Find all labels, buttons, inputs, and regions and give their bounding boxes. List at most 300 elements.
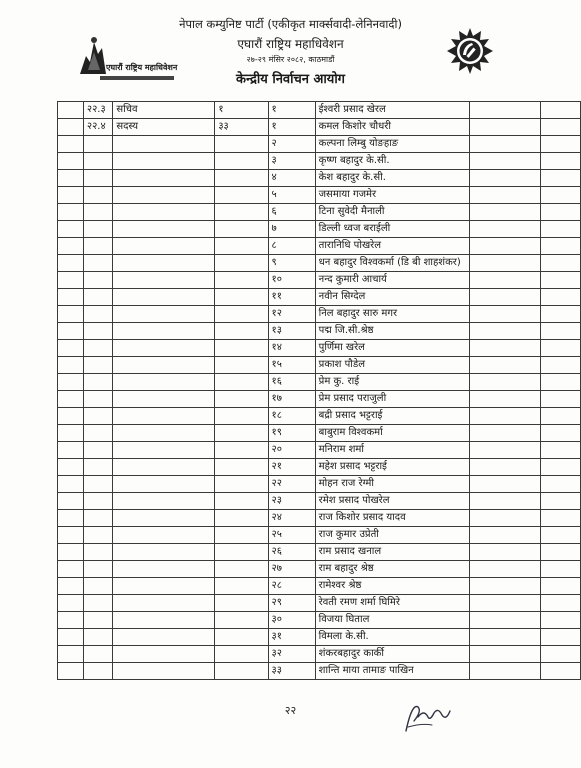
row-blank-cell <box>541 578 581 595</box>
row-code-cell <box>83 527 112 544</box>
table-row <box>58 578 581 595</box>
row-blank-cell <box>58 119 84 136</box>
row-role-cell <box>113 170 215 187</box>
row-number-cell: २९ <box>268 595 315 612</box>
row-name-cell: जसमाया गजमेर <box>315 187 469 204</box>
row-name-cell: ईश्वरी प्रसाद खेरल <box>315 102 469 119</box>
row-blank-cell <box>541 221 581 238</box>
row-blank-cell <box>541 629 581 646</box>
candidate-table-body <box>58 102 581 680</box>
row-quota-cell <box>215 306 268 323</box>
row-blank-cell <box>541 153 581 170</box>
row-name-cell: नन्द कुमारी आचार्य <box>315 272 469 289</box>
row-number-cell: २१ <box>268 459 315 476</box>
row-blank-cell <box>58 544 84 561</box>
row-blank-cell <box>58 595 84 612</box>
row-code-cell <box>83 255 112 272</box>
row-blank-cell <box>469 510 540 527</box>
row-quota-cell <box>215 493 268 510</box>
row-role-cell <box>113 510 215 527</box>
row-code-cell <box>83 442 112 459</box>
row-role-cell <box>113 595 215 612</box>
row-quota-cell <box>215 255 268 272</box>
row-number-cell: २४ <box>268 510 315 527</box>
party-seal-icon <box>446 27 494 75</box>
row-quota-cell <box>215 221 268 238</box>
row-blank-cell <box>469 238 540 255</box>
row-role-cell <box>113 136 215 153</box>
row-blank-cell <box>58 527 84 544</box>
row-role-cell <box>113 663 215 680</box>
row-name-cell: प्रकाश पौडेल <box>315 357 469 374</box>
row-blank-cell <box>541 187 581 204</box>
row-quota-cell <box>215 612 268 629</box>
row-quota-cell <box>215 340 268 357</box>
row-role-cell <box>113 153 215 170</box>
row-code-cell <box>83 663 112 680</box>
row-blank-cell <box>58 442 84 459</box>
row-blank-cell <box>469 187 540 204</box>
row-code-cell <box>83 646 112 663</box>
table-row <box>58 255 581 272</box>
row-name-cell: डिल्ली ध्वज बराईली <box>315 221 469 238</box>
row-quota-cell <box>215 476 268 493</box>
row-name-cell: तारानिधि पोखरेल <box>315 238 469 255</box>
row-blank-cell <box>469 425 540 442</box>
table-row <box>58 391 581 408</box>
row-number-cell: १५ <box>268 357 315 374</box>
row-blank-cell <box>469 153 540 170</box>
row-name-cell: रामेश्वर श्रेष्ठ <box>315 578 469 595</box>
table-row <box>58 289 581 306</box>
row-number-cell: ९ <box>268 255 315 272</box>
table-row <box>58 170 581 187</box>
row-blank-cell <box>58 612 84 629</box>
row-name-cell: बाबुराम विश्वकर्मा <box>315 425 469 442</box>
row-blank-cell <box>541 306 581 323</box>
row-role-cell <box>113 340 215 357</box>
row-blank-cell <box>541 374 581 391</box>
row-role-cell <box>113 527 215 544</box>
row-blank-cell <box>469 289 540 306</box>
row-quota-cell <box>215 153 268 170</box>
table-row <box>58 442 581 459</box>
row-blank-cell <box>58 136 84 153</box>
row-blank-cell <box>58 459 84 476</box>
row-name-cell: बद्री प्रसाद भट्टराई <box>315 408 469 425</box>
row-code-cell <box>83 459 112 476</box>
row-quota-cell <box>215 595 268 612</box>
row-role-cell <box>113 357 215 374</box>
row-blank-cell <box>469 595 540 612</box>
row-blank-cell <box>469 119 540 136</box>
row-code-cell <box>83 408 112 425</box>
row-code-cell: २२.३ <box>83 102 112 119</box>
row-blank-cell <box>541 476 581 493</box>
row-name-cell: विमला के.सी. <box>315 629 469 646</box>
row-role-cell <box>113 459 215 476</box>
row-role-cell <box>113 221 215 238</box>
row-number-cell: १८ <box>268 408 315 425</box>
table-row <box>58 544 581 561</box>
row-blank-cell <box>469 136 540 153</box>
row-blank-cell <box>541 170 581 187</box>
row-name-cell: राज कुमार उप्रेती <box>315 527 469 544</box>
row-role-cell <box>113 561 215 578</box>
row-role-cell <box>113 646 215 663</box>
row-blank-cell <box>58 663 84 680</box>
row-code-cell <box>83 272 112 289</box>
row-number-cell: ५ <box>268 187 315 204</box>
row-number-cell: १९ <box>268 425 315 442</box>
table-row <box>58 612 581 629</box>
row-quota-cell <box>215 170 268 187</box>
row-blank-cell <box>541 136 581 153</box>
row-blank-cell <box>541 272 581 289</box>
row-role-cell <box>113 323 215 340</box>
row-role-cell <box>113 442 215 459</box>
row-blank-cell <box>541 459 581 476</box>
row-blank-cell <box>58 272 84 289</box>
row-number-cell: ४ <box>268 170 315 187</box>
row-name-cell: नवीन सिग्देल <box>315 289 469 306</box>
row-blank-cell <box>58 493 84 510</box>
row-blank-cell <box>469 493 540 510</box>
row-name-cell: शंकरबहादुर कार्की <box>315 646 469 663</box>
row-blank-cell <box>541 561 581 578</box>
row-quota-cell: १ <box>215 102 268 119</box>
row-blank-cell <box>469 646 540 663</box>
row-blank-cell <box>541 510 581 527</box>
row-role-cell <box>113 204 215 221</box>
row-blank-cell <box>469 527 540 544</box>
row-number-cell: १४ <box>268 340 315 357</box>
row-number-cell: ६ <box>268 204 315 221</box>
row-blank-cell <box>58 306 84 323</box>
row-name-cell: राज किशोर प्रसाद यादव <box>315 510 469 527</box>
table-row <box>58 425 581 442</box>
row-blank-cell <box>541 442 581 459</box>
document-header <box>0 0 581 100</box>
row-quota-cell <box>215 391 268 408</box>
row-blank-cell <box>541 357 581 374</box>
row-code-cell <box>83 187 112 204</box>
row-blank-cell <box>469 544 540 561</box>
row-blank-cell <box>469 357 540 374</box>
row-blank-cell <box>469 476 540 493</box>
row-quota-cell <box>215 510 268 527</box>
row-role-cell <box>113 238 215 255</box>
row-name-cell: मनिराम शर्मा <box>315 442 469 459</box>
row-blank-cell <box>58 187 84 204</box>
table-row <box>58 629 581 646</box>
table-row <box>58 663 581 680</box>
row-name-cell: निल बहादुर सारु मगर <box>315 306 469 323</box>
row-blank-cell <box>58 374 84 391</box>
row-code-cell <box>83 493 112 510</box>
row-role-cell <box>113 408 215 425</box>
table-row <box>58 527 581 544</box>
row-number-cell: २५ <box>268 527 315 544</box>
row-role-cell: सचिव <box>113 102 215 119</box>
row-role-cell <box>113 272 215 289</box>
row-blank-cell <box>58 153 84 170</box>
row-name-cell: प्रेम प्रसाद पराजुली <box>315 391 469 408</box>
row-number-cell: १७ <box>268 391 315 408</box>
row-quota-cell <box>215 578 268 595</box>
row-blank-cell <box>469 255 540 272</box>
row-blank-cell <box>58 425 84 442</box>
row-blank-cell <box>469 374 540 391</box>
row-quota-cell <box>215 272 268 289</box>
convention-title: एघारौं राष्ट्रिय महाधिवेशन <box>237 37 344 51</box>
row-blank-cell <box>58 391 84 408</box>
table-row <box>58 119 581 136</box>
row-blank-cell <box>469 170 540 187</box>
row-role-cell <box>113 306 215 323</box>
row-quota-cell <box>215 663 268 680</box>
row-code-cell <box>83 510 112 527</box>
row-blank-cell <box>58 646 84 663</box>
table-row <box>58 340 581 357</box>
row-quota-cell: ३३ <box>215 119 268 136</box>
row-number-cell: ३ <box>268 153 315 170</box>
row-blank-cell <box>58 357 84 374</box>
row-name-cell: महेश प्रसाद भट्टराई <box>315 459 469 476</box>
row-name-cell: पुर्णिमा खरेल <box>315 340 469 357</box>
row-blank-cell <box>541 646 581 663</box>
row-blank-cell <box>58 510 84 527</box>
row-role-cell <box>113 255 215 272</box>
table-row <box>58 510 581 527</box>
table-row <box>58 357 581 374</box>
row-blank-cell <box>58 289 84 306</box>
row-blank-cell <box>469 612 540 629</box>
table-row <box>58 595 581 612</box>
row-number-cell: २७ <box>268 561 315 578</box>
row-name-cell: टिना सुवेदी मैनाली <box>315 204 469 221</box>
row-code-cell <box>83 289 112 306</box>
row-name-cell: प्रेम कु. राई <box>315 374 469 391</box>
row-blank-cell <box>58 255 84 272</box>
row-blank-cell <box>541 408 581 425</box>
table-row <box>58 493 581 510</box>
row-code-cell <box>83 612 112 629</box>
row-blank-cell <box>58 204 84 221</box>
row-code-cell <box>83 561 112 578</box>
row-role-cell <box>113 578 215 595</box>
row-blank-cell <box>469 391 540 408</box>
table-row <box>58 561 581 578</box>
table-row <box>58 136 581 153</box>
row-blank-cell <box>58 102 84 119</box>
table-row <box>58 221 581 238</box>
row-role-cell: सदस्य <box>113 119 215 136</box>
row-number-cell: १६ <box>268 374 315 391</box>
row-role-cell <box>113 544 215 561</box>
row-number-cell: ८ <box>268 238 315 255</box>
row-number-cell: ३२ <box>268 646 315 663</box>
row-name-cell: धन बहादुर विश्वकर्मा (डि बी शाहशंकर) <box>315 255 469 272</box>
candidate-table <box>57 101 581 680</box>
table-row <box>58 408 581 425</box>
row-blank-cell <box>541 425 581 442</box>
row-blank-cell <box>541 289 581 306</box>
row-code-cell <box>83 238 112 255</box>
row-quota-cell <box>215 459 268 476</box>
table-row <box>58 646 581 663</box>
row-blank-cell <box>469 272 540 289</box>
row-role-cell <box>113 493 215 510</box>
row-quota-cell <box>215 544 268 561</box>
row-quota-cell <box>215 187 268 204</box>
table-row <box>58 187 581 204</box>
table-row <box>58 204 581 221</box>
row-number-cell: १३ <box>268 323 315 340</box>
row-name-cell: कृष्ण बहादुर के.सी. <box>315 153 469 170</box>
row-blank-cell <box>469 408 540 425</box>
row-blank-cell <box>541 527 581 544</box>
row-blank-cell <box>541 595 581 612</box>
row-name-cell: मोहन राज रेग्मी <box>315 476 469 493</box>
row-code-cell <box>83 204 112 221</box>
row-name-cell: केश बहादुर के.सी. <box>315 170 469 187</box>
row-name-cell: विजया घिताल <box>315 612 469 629</box>
row-blank-cell <box>541 323 581 340</box>
row-name-cell: रेवती रमण शर्मा घिमिरे <box>315 595 469 612</box>
table-row <box>58 238 581 255</box>
row-quota-cell <box>215 289 268 306</box>
row-quota-cell <box>215 357 268 374</box>
row-blank-cell <box>58 561 84 578</box>
row-blank-cell <box>469 306 540 323</box>
row-code-cell <box>83 595 112 612</box>
logo-caption: एघारौं राष्ट्रिय महाधिवेशन <box>106 63 178 72</box>
row-blank-cell <box>469 663 540 680</box>
row-blank-cell <box>58 221 84 238</box>
table-row <box>58 374 581 391</box>
row-name-cell: राम बहादुर श्रेष्ठ <box>315 561 469 578</box>
row-number-cell: ११ <box>268 289 315 306</box>
row-quota-cell <box>215 204 268 221</box>
row-name-cell: कमल किशोर चौधरी <box>315 119 469 136</box>
row-name-cell: पद्म जि.सी.श्रेष्ठ <box>315 323 469 340</box>
row-code-cell <box>83 391 112 408</box>
row-role-cell <box>113 425 215 442</box>
row-blank-cell <box>58 629 84 646</box>
row-code-cell <box>83 425 112 442</box>
row-role-cell <box>113 391 215 408</box>
row-code-cell <box>83 374 112 391</box>
row-quota-cell <box>215 425 268 442</box>
row-code-cell <box>83 476 112 493</box>
table-row <box>58 459 581 476</box>
row-blank-cell <box>541 544 581 561</box>
row-code-cell <box>83 170 112 187</box>
row-blank-cell <box>541 204 581 221</box>
row-name-cell: शान्ति माया तामाङ पाखिन <box>315 663 469 680</box>
row-number-cell: १ <box>268 102 315 119</box>
row-blank-cell <box>469 323 540 340</box>
row-number-cell: ३१ <box>268 629 315 646</box>
row-blank-cell <box>541 612 581 629</box>
row-blank-cell <box>469 578 540 595</box>
party-name: नेपाल कम्युनिष्ट पार्टी (एकीकृत मार्क्सवादी-लेनिनवादी) <box>179 17 402 31</box>
row-code-cell <box>83 357 112 374</box>
row-number-cell: १० <box>268 272 315 289</box>
row-code-cell <box>83 153 112 170</box>
row-blank-cell <box>58 408 84 425</box>
table-row <box>58 102 581 119</box>
row-quota-cell <box>215 629 268 646</box>
row-blank-cell <box>469 102 540 119</box>
row-code-cell <box>83 323 112 340</box>
table-row <box>58 153 581 170</box>
row-blank-cell <box>58 340 84 357</box>
row-number-cell: १२ <box>268 306 315 323</box>
row-blank-cell <box>541 255 581 272</box>
row-blank-cell <box>541 493 581 510</box>
row-code-cell <box>83 578 112 595</box>
row-number-cell: १ <box>268 119 315 136</box>
row-role-cell <box>113 629 215 646</box>
row-blank-cell <box>58 170 84 187</box>
row-number-cell: २ <box>268 136 315 153</box>
row-blank-cell <box>541 340 581 357</box>
row-blank-cell <box>58 238 84 255</box>
page-number: २२ <box>284 704 297 717</box>
row-blank-cell <box>58 578 84 595</box>
row-name-cell: कल्पना लिम्बु योङहाङ <box>315 136 469 153</box>
table-row <box>58 272 581 289</box>
row-blank-cell <box>469 221 540 238</box>
row-quota-cell <box>215 238 268 255</box>
row-blank-cell <box>541 663 581 680</box>
table-row <box>58 476 581 493</box>
row-number-cell: २० <box>268 442 315 459</box>
row-code-cell <box>83 136 112 153</box>
handwritten-signature <box>402 697 452 737</box>
row-number-cell: ३० <box>268 612 315 629</box>
row-number-cell: ३३ <box>268 663 315 680</box>
row-code-cell <box>83 544 112 561</box>
row-blank-cell <box>469 204 540 221</box>
row-quota-cell <box>215 323 268 340</box>
row-blank-cell <box>469 459 540 476</box>
row-blank-cell <box>58 476 84 493</box>
row-role-cell <box>113 187 215 204</box>
row-code-cell <box>83 306 112 323</box>
table-row <box>58 323 581 340</box>
row-blank-cell <box>541 391 581 408</box>
row-number-cell: २८ <box>268 578 315 595</box>
row-blank-cell <box>469 629 540 646</box>
row-number-cell: ७ <box>268 221 315 238</box>
row-role-cell <box>113 289 215 306</box>
row-name-cell: राम प्रसाद खनाल <box>315 544 469 561</box>
row-blank-cell <box>541 102 581 119</box>
row-quota-cell <box>215 136 268 153</box>
row-number-cell: २६ <box>268 544 315 561</box>
row-number-cell: २३ <box>268 493 315 510</box>
row-role-cell <box>113 374 215 391</box>
row-blank-cell <box>469 340 540 357</box>
row-quota-cell <box>215 527 268 544</box>
row-role-cell <box>113 476 215 493</box>
row-quota-cell <box>215 561 268 578</box>
table-row <box>58 306 581 323</box>
row-code-cell <box>83 221 112 238</box>
